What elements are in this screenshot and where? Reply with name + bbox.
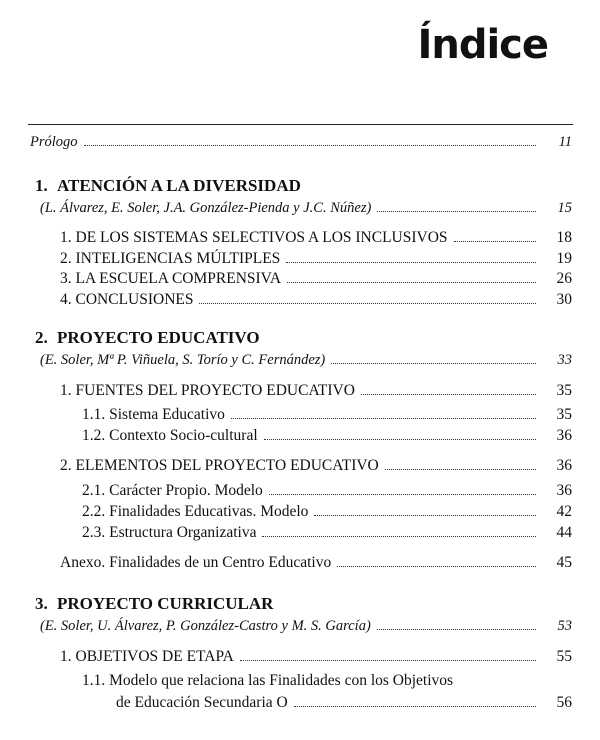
dot-leader	[199, 292, 536, 304]
dot-leader	[264, 428, 536, 440]
toc-entry[interactable]	[60, 270, 572, 288]
entry-page: 44	[556, 524, 572, 541]
toc-entry[interactable]	[82, 524, 572, 542]
entry-page: 11	[558, 134, 572, 150]
entry-label: 3. LA ESCUELA COMPRENSIVA	[60, 270, 282, 287]
authors-label: (E. Soler, U. Álvarez, P. González-Castro y M. S. García)	[40, 618, 371, 634]
entry-label-continued: de Educación Secundaria O	[116, 694, 288, 711]
toc-entry-multiline[interactable]	[82, 672, 572, 690]
chapter-authors-2[interactable]	[40, 352, 572, 369]
dot-leader	[454, 230, 536, 242]
toc-entry[interactable]	[82, 406, 572, 424]
entry-page: 36	[556, 427, 572, 444]
dot-leader	[262, 525, 536, 537]
toc-entry[interactable]	[60, 648, 572, 666]
toc-entry[interactable]	[60, 382, 572, 400]
dot-leader	[331, 353, 536, 364]
chapter-heading-3[interactable]	[35, 594, 535, 614]
entry-label: 2. ELEMENTOS DEL PROYECTO EDUCATIVO	[60, 457, 379, 474]
dot-leader	[377, 619, 536, 630]
entry-page: 35	[556, 382, 572, 399]
entry-label: 1.2. Contexto Socio-cultural	[82, 427, 258, 444]
dot-leader	[361, 383, 536, 395]
entry-label: 1. DE LOS SISTEMAS SELECTIVOS A LOS INCLUSIVOS	[60, 229, 448, 246]
entry-label: 2.2. Finalidades Educativas. Modelo	[82, 503, 309, 520]
entry-page: 33	[557, 352, 572, 368]
entry-page: 35	[556, 406, 572, 423]
toc-entry[interactable]	[60, 457, 572, 475]
entry-page: 18	[556, 229, 572, 246]
dot-leader	[286, 251, 536, 263]
chapter-heading-2[interactable]	[35, 328, 535, 348]
toc-entry[interactable]	[60, 250, 572, 268]
entry-page: 36	[556, 482, 572, 499]
dot-leader	[377, 201, 536, 212]
entry-label: 4. CONCLUSIONES	[60, 291, 194, 308]
chapter-number: 1.	[35, 176, 48, 195]
entry-label: 2.3. Estructura Organizativa	[82, 524, 257, 541]
entry-page: 56	[556, 694, 572, 711]
entry-label: 1.1. Modelo que relaciona las Finalidades con los Objetivos	[82, 672, 454, 689]
entry-page: 19	[556, 250, 572, 267]
entry-label: 2.1. Carácter Propio. Modelo	[82, 482, 263, 499]
chapter-heading-1[interactable]	[35, 176, 535, 196]
chapter-authors-3[interactable]	[40, 618, 572, 635]
entry-page: 36	[556, 457, 572, 474]
entry-label: 1.1. Sistema Educativo	[82, 406, 225, 423]
authors-label: (L. Álvarez, E. Soler, J.A. González-Pienda y J.C. Núñez)	[40, 200, 372, 216]
entry-page: 26	[556, 270, 572, 287]
chapter-authors-1[interactable]	[40, 200, 572, 217]
chapter-number: 2.	[35, 328, 48, 347]
entry-label: 2. INTELIGENCIAS MÚLTIPLES	[60, 250, 281, 267]
chapter-title: PROYECTO CURRICULAR	[57, 594, 274, 613]
entry-page: 53	[557, 618, 572, 634]
entry-label: 1. FUENTES DEL PROYECTO EDUCATIVO	[60, 382, 355, 399]
chapter-title: PROYECTO EDUCATIVO	[57, 328, 260, 347]
toc-entry-continuation[interactable]	[116, 694, 572, 712]
entry-page: 42	[556, 503, 572, 520]
dot-leader	[240, 649, 536, 661]
authors-label: (E. Soler, Mª P. Viñuela, S. Torío y C. Fernández)	[40, 352, 326, 368]
top-rule	[28, 124, 573, 125]
toc-entry[interactable]	[60, 291, 572, 309]
entry-page: 45	[556, 554, 572, 571]
entry-label: Anexo. Finalidades de un Centro Educativo	[60, 554, 332, 571]
dot-leader	[287, 271, 536, 283]
entry-label: Prólogo	[30, 134, 78, 150]
entry-page: 30	[556, 291, 572, 308]
chapter-number: 3.	[35, 594, 48, 613]
entry-page: 55	[556, 648, 572, 665]
toc-entry[interactable]	[60, 229, 572, 247]
toc-entry[interactable]	[82, 482, 572, 500]
toc-entry[interactable]	[82, 427, 572, 445]
dot-leader	[337, 555, 536, 567]
dot-leader	[269, 483, 536, 495]
entry-label: 1. OBJETIVOS DE ETAPA	[60, 648, 234, 665]
dot-leader	[231, 407, 536, 419]
dot-leader	[294, 695, 536, 707]
dot-leader	[385, 458, 536, 470]
entry-page: 15	[557, 200, 572, 216]
toc-entry[interactable]	[82, 503, 572, 521]
chapter-title: ATENCIÓN A LA DIVERSIDAD	[57, 176, 301, 195]
toc-entry-prologue[interactable]	[30, 134, 572, 151]
toc-entry[interactable]	[60, 554, 572, 572]
dot-leader	[314, 504, 536, 516]
page-title: Índice	[417, 22, 548, 68]
dot-leader	[84, 135, 536, 146]
